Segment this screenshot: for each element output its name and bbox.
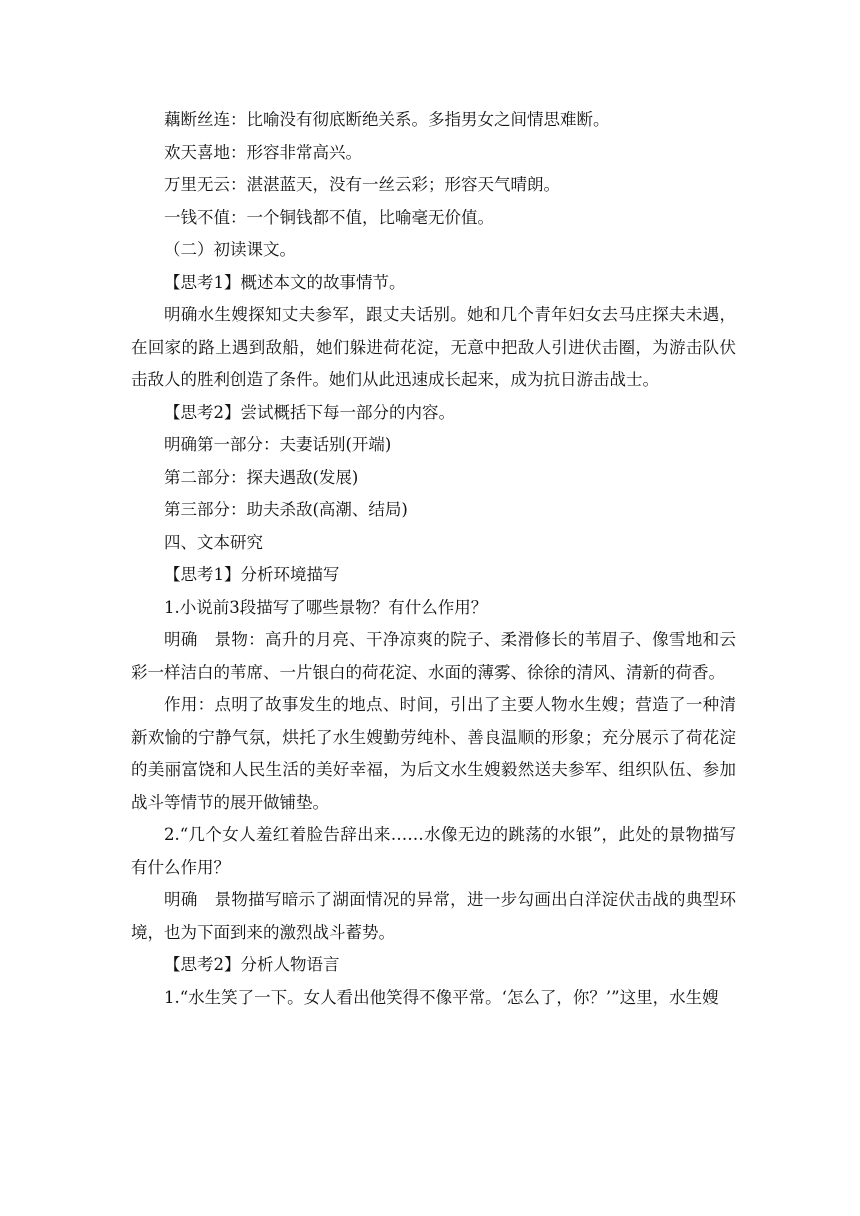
paragraph-idiom-wanli: 万里无云：湛湛蓝天，没有一丝云彩；形容天气晴朗。 xyxy=(164,175,560,194)
section-heading-first-reading: （二）初读课文。 xyxy=(164,240,296,259)
paragraph-idiom-yiqian: 一钱不值：一个铜钱都不值，比喻毫无价值。 xyxy=(164,207,494,227)
answer-part-3: 第三部分：助夫杀敌(高潮、结局) xyxy=(164,500,408,519)
question-think-1-environment: 【思考1】分析环境描写 xyxy=(164,565,340,584)
answer-scenery: 明确 景物：高升的月亮、干净凉爽的院子、柔滑修长的苇眉子、像雪地和云彩一样洁白的苇席、一片银白的荷花淀、水面的薄雾、徐徐的清风、清新的荷香。 xyxy=(131,630,736,682)
section-heading-text-study: 四、文本研究 xyxy=(164,532,263,552)
paragraph-idiom-oudan: 藕断丝连：比喻没有彻底断绝关系。多指男女之间情思难断。 xyxy=(164,110,610,129)
question-1-scenery: 1.小说前3段描写了哪些景物？有什么作用？ xyxy=(164,597,488,617)
question-think-1-plot: 【思考1】概述本文的故事情节。 xyxy=(164,272,406,292)
paragraph-idiom-huantian: 欢天喜地：形容非常高兴。 xyxy=(164,142,362,162)
question-1-dialogue: 1.“水生笑了一下。女人看出他笑得不像平常。‘怎么了，你？’”这里，水生嫂 xyxy=(164,987,719,1007)
document-page xyxy=(131,104,736,1014)
question-think-2-parts: 【思考2】尝试概括下每一部分的内容。 xyxy=(164,402,455,422)
question-think-2-language: 【思考2】分析人物语言 xyxy=(164,955,340,974)
answer-scenery-function: 作用：点明了故事发生的地点、时间，引出了主要人物水生嫂；营造了一种清新欢愉的宁静气氛，烘托了水生嫂勤劳纯朴、善良温顺的形象；充分展示了荷花淀的美丽富饶和人民生活的美好幸福，为后文水生嫂毅然送夫参军、组织队伍、参加战斗等情节的展开做铺垫。 xyxy=(131,695,736,812)
answer-plot-summary: 明确水生嫂探知丈夫参军，跟丈夫话别。她和几个青年妇女去马庄探夫未遇，在回家的路上遇到敌船，她们躲进荷花淀，无意中把敌人引进伏击圈，为游击队伏击敌人的胜利创造了条件。她们从此迅速成长起来，成为抗日游击战士。 xyxy=(131,305,736,389)
answer-part-1: 明确第一部分：夫妻话别(开端) xyxy=(164,435,392,454)
answer-scenery-effect: 明确 景物描写暗示了湖面情况的异常，进一步勾画出白洋淀伏击战的典型环境，也为下面到来的激烈战斗蓄势。 xyxy=(131,890,736,942)
answer-part-2: 第二部分：探夫遇敌(发展) xyxy=(164,467,359,487)
question-2-scenery-effect: 2.“几个女人羞红着脸告辞出来……水像无边的跳荡的水银”，此处的景物描写有什么作用？ xyxy=(131,825,736,877)
